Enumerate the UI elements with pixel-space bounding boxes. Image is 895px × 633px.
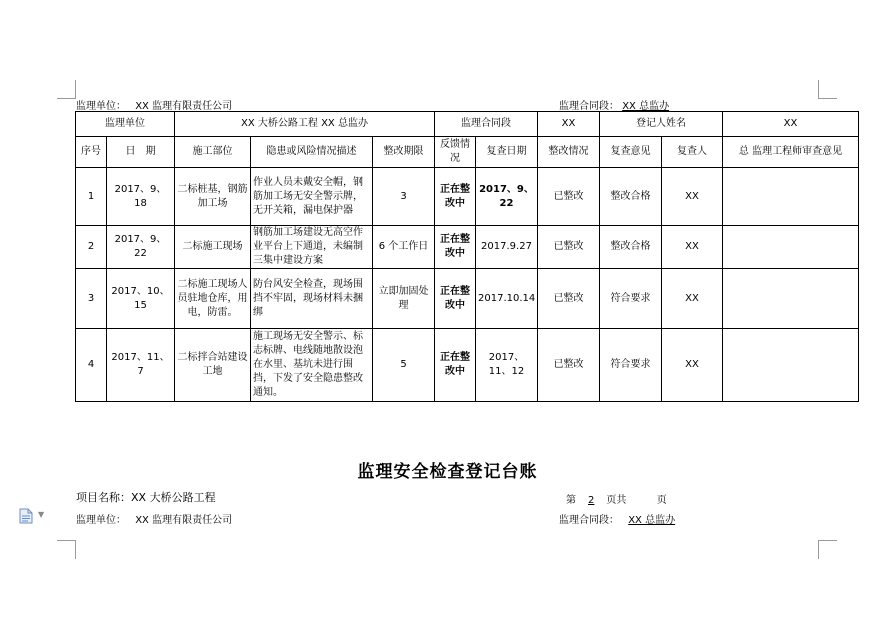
row-review-date: 2017、9、22 [476,168,538,226]
page-counter [566,491,667,506]
info-contract-label: 监理合同段 [435,112,538,137]
project-label: 项目名称： [76,491,131,504]
row-location: 二标拌合站建设工地 [175,329,251,402]
info-registrant-value: XX [723,112,859,137]
table-row [76,226,859,269]
page-prefix: 第 [566,495,576,506]
info-contract-value: XX [538,112,600,137]
row-deadline: 立即加固处理 [373,269,435,329]
bottom-contract-label: 监理合同段： [559,515,619,526]
corner-mark-top-left [57,80,76,99]
row-date: 2017、9、18 [107,168,175,226]
bottom-unit [76,511,232,526]
row-reviewer: XX [662,269,723,329]
table-row [76,329,859,402]
header-review-date: 复查日期 [476,137,538,168]
row-opinion: 整改合格 [600,226,662,269]
table-row [76,168,859,226]
row-description: 防台风安全检查，现场围挡不牢固，现场材料未捆绑 [251,269,373,329]
top-contract [559,97,669,112]
row-feedback: 正在整改中 [435,226,476,269]
row-date: 2017、11、7 [107,329,175,402]
top-unit-value: XX 监理有限责任公司 [135,101,233,112]
row-date: 2017、9、22 [107,226,175,269]
row-opinion: 整改合格 [600,168,662,226]
row-review-date: 2017、11、12 [476,329,538,402]
row-status: 已整改 [538,226,600,269]
row-no: 3 [76,269,107,329]
header-status: 整改情况 [538,137,600,168]
row-location: 二标桩基，钢筋加工场 [175,168,251,226]
ledger-table [75,111,859,402]
header-row [76,137,859,168]
row-supervisor [723,269,859,329]
row-reviewer: XX [662,329,723,402]
bottom-contract [559,511,675,526]
bottom-contract-value: XX 总监办 [628,515,676,526]
corner-mark-bottom-left [57,540,76,559]
row-opinion: 符合要求 [600,329,662,402]
info-row [76,112,859,137]
row-feedback: 正在整改中 [435,329,476,402]
info-registrant-label: 登记人姓名 [600,112,723,137]
header-supervisor: 总 监理工程师审查意见 [723,137,859,168]
row-feedback: 正在整改中 [435,269,476,329]
top-unit [76,97,232,112]
page-mid: 页共 [606,495,627,506]
row-deadline: 6 个工作日 [373,226,435,269]
page-number: 2 [588,495,595,506]
info-unit-value: XX 大桥公路工程 XX 总监办 [175,112,435,137]
row-review-date: 2017.10.14 [476,269,538,329]
header-opinion: 复查意见 [600,137,662,168]
row-status: 已整改 [538,168,600,226]
table-row [76,269,859,329]
chevron-down-icon[interactable]: ▼ [38,510,45,519]
row-reviewer: XX [662,226,723,269]
header-deadline: 整改期限 [373,137,435,168]
top-contract-value: XX 总监办 [622,101,670,112]
document-icon[interactable] [19,508,33,528]
row-opinion: 符合要求 [600,269,662,329]
row-date: 2017、10、15 [107,269,175,329]
corner-mark-top-right [818,80,837,99]
bottom-unit-value: XX 监理有限责任公司 [135,515,233,526]
project-name [76,489,216,505]
row-reviewer: XX [662,168,723,226]
page-suffix: 页 [656,495,667,506]
row-deadline: 3 [373,168,435,226]
header-description: 隐患或风险情况描述 [251,137,373,168]
row-no: 4 [76,329,107,402]
row-status: 已整改 [538,329,600,402]
row-supervisor [723,168,859,226]
row-description: 钢筋加工场建设无高空作业平台上下通道，未编制三集中建设方案 [251,226,373,269]
row-no: 2 [76,226,107,269]
row-location: 二标施工现场 [175,226,251,269]
page-title: 监理安全检查登记台账 [357,462,538,482]
header-no: 序号 [76,137,107,168]
corner-mark-bottom-right [818,540,837,559]
header-location: 施工部位 [175,137,251,168]
row-supervisor [723,226,859,269]
top-contract-label: 监理合同段： [559,101,619,112]
row-status: 已整改 [538,269,600,329]
header-feedback: 反馈情况 [435,137,476,168]
header-date: 日 期 [107,137,175,168]
bottom-unit-label: 监理单位： [76,515,126,526]
row-review-date: 2017.9.27 [476,226,538,269]
row-location: 二标施工现场人员驻地仓库，用电，防雷。 [175,269,251,329]
row-deadline: 5 [373,329,435,402]
top-unit-label: 监理单位： [76,101,126,112]
header-reviewer: 复查人 [662,137,723,168]
project-value: XX 大桥公路工程 [131,491,216,504]
row-description: 作业人员未戴安全帽，钢筋加工场无安全警示牌，无开关箱，漏电保护器 [251,168,373,226]
row-description: 施工现场无安全警示、标志标牌、电线随地散设泡在水里、基坑未进行围挡，下发了安全隐患整改通知。 [251,329,373,402]
row-supervisor [723,329,859,402]
row-no: 1 [76,168,107,226]
info-unit-label: 监理单位 [76,112,175,137]
row-feedback: 正在整改中 [435,168,476,226]
